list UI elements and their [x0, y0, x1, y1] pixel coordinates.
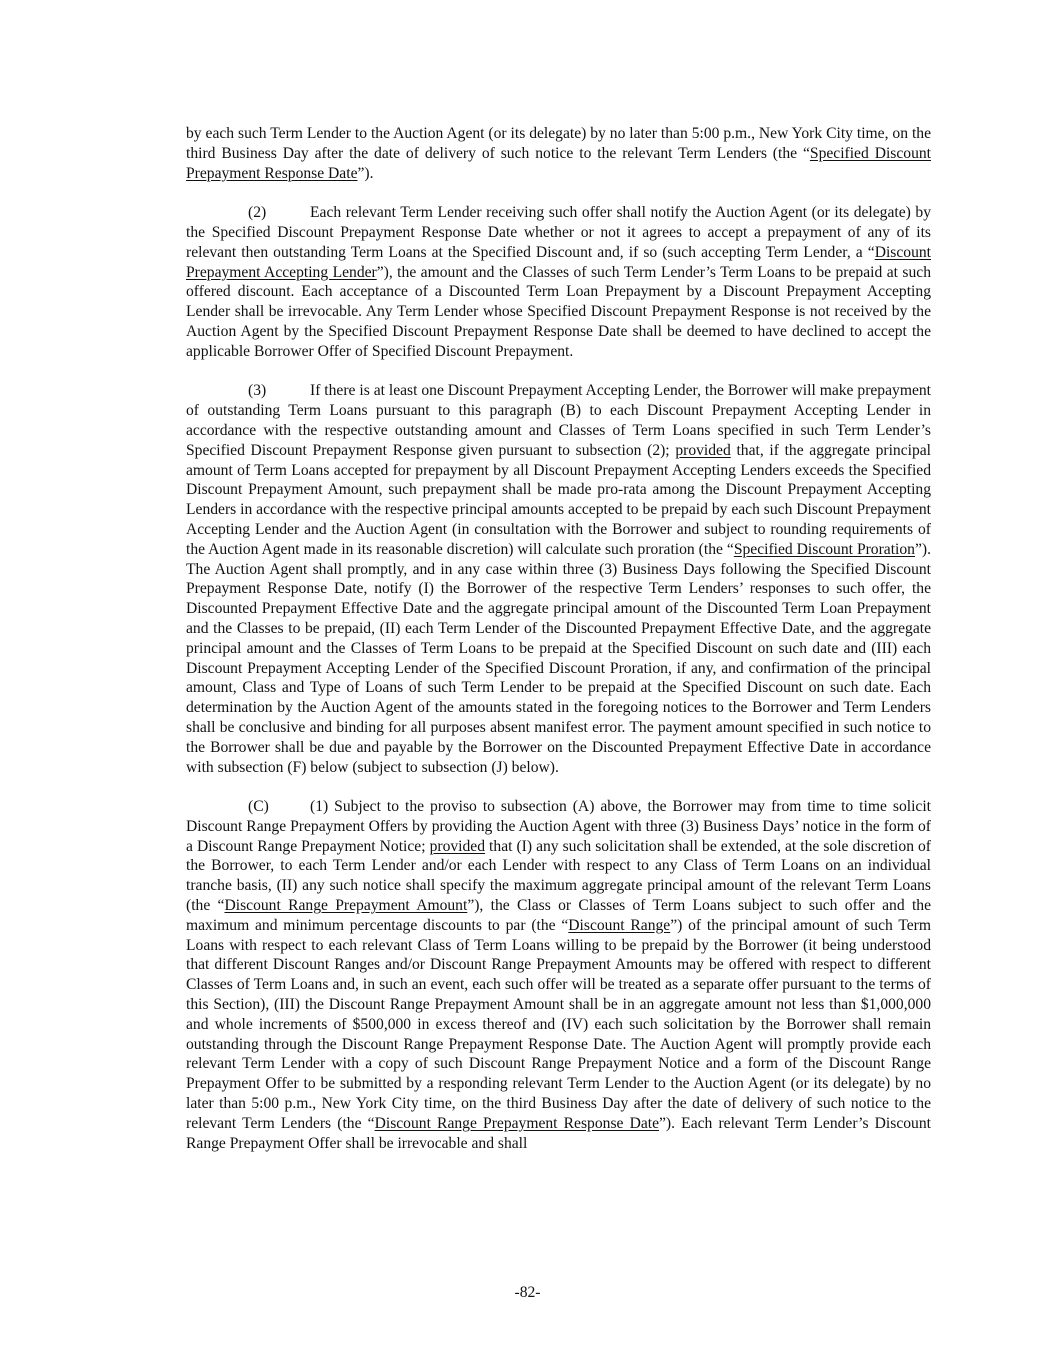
paragraph-number: (3)	[248, 382, 267, 400]
paragraph-number: (C)	[248, 798, 269, 816]
page-number: -82-	[514, 1284, 541, 1301]
defined-term: Discount Prepayment Accepting Lender	[186, 243, 931, 281]
defined-term: Discount Range	[568, 916, 671, 934]
defined-term: Specified Discount Proration	[733, 540, 915, 558]
paragraph-3: (3) If there is at least one Discount Prepayment Accepting Lender, the Borrower will make prepayment of outstanding Term Loans pursuant to this paragraph (B) to each Discount Prepayment Accepting Lender in accordance with the respective outstanding amount and Classes of Term Loans specified in such Term Lender’s Specified Discount Prepayment Response given pursuant to subsection (2); provided that, if the aggregate principal amount of Term Loans accepted for prepayment by all Discount Prepayment Accepting Lenders exceeds the Specified Discount Prepayment Amount, such prepayment shall be made pro-rata among the Discount Prepayment Accepting Lenders in accordance with the respective principal amounts accepted to be prepaid by each such Discount Prepayment Accepting Lender and the Auction Agent (in consultation with the Borrower and subject to rounding requirements of the Auction Agent made in its reasonable discretion) will calculate such proration (the “Specified Discount Proration”). The Auction Agent shall promptly, and in any case within three (3) Business Days following the Specified Discount Prepayment Response Date, notify (I) the Borrower of the respective Term Lenders’ responses to such offer, the Discounted Prepayment Effective Date and the aggregate principal amount of the Discounted Term Loan Prepayment and the Classes to be prepaid, (II) each Term Lender of the Discounted Prepayment Effective Date, and the aggregate principal amount and the Classes of Term Loans to be prepaid at the Specified Discount on such date and (III) each Discount Prepayment Accepting Lender of the Specified Discount Proration, if any, and confirmation of the principal amount, Class and Type of Loans of such Term Lender to be prepaid at the Specified Discount on such date. Each determination by the Auction Agent of the amounts stated in the foregoing notices to the Borrower and Term Lenders shall be conclusive and binding for all purposes absent manifest error. The payment amount specified in such notice to the Borrower shall be due and payable by the Borrower on the Discounted Prepayment Effective Date in accordance with subsection (F) below (subject to subsection (J) below).	[186, 382, 932, 776]
paragraph-2: (2) Each relevant Term Lender receiving such offer shall notify the Auction Agent (or its delegate) by the Specified Discount Prepayment Response Date whether or not it agrees to accept a prepayment of any of its relevant then outstanding Term Loans at the Specified Discount and, if so (such accepting Term Lender, a “Discount Prepayment Accepting Lender”), the amount and the Classes of such Term Lender’s Term Loans to be prepaid at such offered discount. Each acceptance of a Discounted Term Loan Prepayment by a Discount Prepayment Accepting Lender shall be irrevocable. Any Term Lender whose Specified Discount Prepayment Response is not received by the Auction Agent by the Specified Discount Prepayment Response Date shall be deemed to have declined to accept the applicable Borrower Offer of Specified Discount Prepayment.	[186, 204, 931, 360]
body-text	[186, 124, 931, 1173]
paragraph-continuation: by each such Term Lender to the Auction Agent (or its delegate) by no later than 5:00 p.m., New York City time, on the third Business Day after the date of delivery of such notice to the relevant Term Lenders (the “Specified Discount Prepayment Response Date”).	[186, 125, 931, 182]
defined-term: provided	[429, 837, 486, 855]
paragraph-c: (C) (1) Subject to the proviso to subsection (A) above, the Borrower may from time to time solicit Discount Range Prepayment Offers by providing the Auction Agent with three (3) Business Days’ notice in the form of a Discount Range Prepayment Notice; provided that (I) any such solicitation shall be extended, at the sole discretion of the Borrower, to each Term Lender and/or each Lender with respect to any Class of Term Loans on an individual tranche basis, (II) any such notice shall specify the maximum aggregate principal amount of the relevant Term Loans (the “Discount Range Prepayment Amount”), the Class or Classes of Term Loans subject to such offer and the maximum and minimum percentage discounts to par (the “Discount Range”) of the principal amount of such Term Loans with respect to each relevant Class of Term Loans willing to be prepaid by the Borrower (it being understood that different Discount Ranges and/or Discount Range Prepayment Amounts may be offered with respect to different Classes of Term Loans and, in such an event, each such offer will be treated as a separate offer pursuant to the terms of this Section), (III) the Discount Range Prepayment Amount shall be in an aggregate amount not less than $1,000,000 and whole increments of $500,000 in excess thereof and (IV) each such solicitation by the Borrower shall remain outstanding through the Discount Range Prepayment Response Date. The Auction Agent will promptly provide each relevant Term Lender with a copy of such Discount Range Prepayment Notice and a form of the Discount Range Prepayment Offer to be submitted by a responding relevant Term Lender to the Auction Agent (or its delegate) by no later than 5:00 p.m., New York City time, on the third Business Day after the date of delivery of such notice to the relevant Term Lenders (the “Discount Range Prepayment Response Date”). Each relevant Term Lender’s Discount Range Prepayment Offer shall be irrevocable and shall	[186, 798, 932, 1152]
defined-term: Discount Range Prepayment Response Date	[374, 1114, 660, 1132]
defined-term: provided	[675, 441, 731, 459]
defined-term: Discount Range Prepayment Amount	[224, 897, 468, 915]
paragraph-number: (2)	[248, 204, 267, 222]
defined-term: Specified Discount Prepayment Response Date	[186, 144, 931, 182]
